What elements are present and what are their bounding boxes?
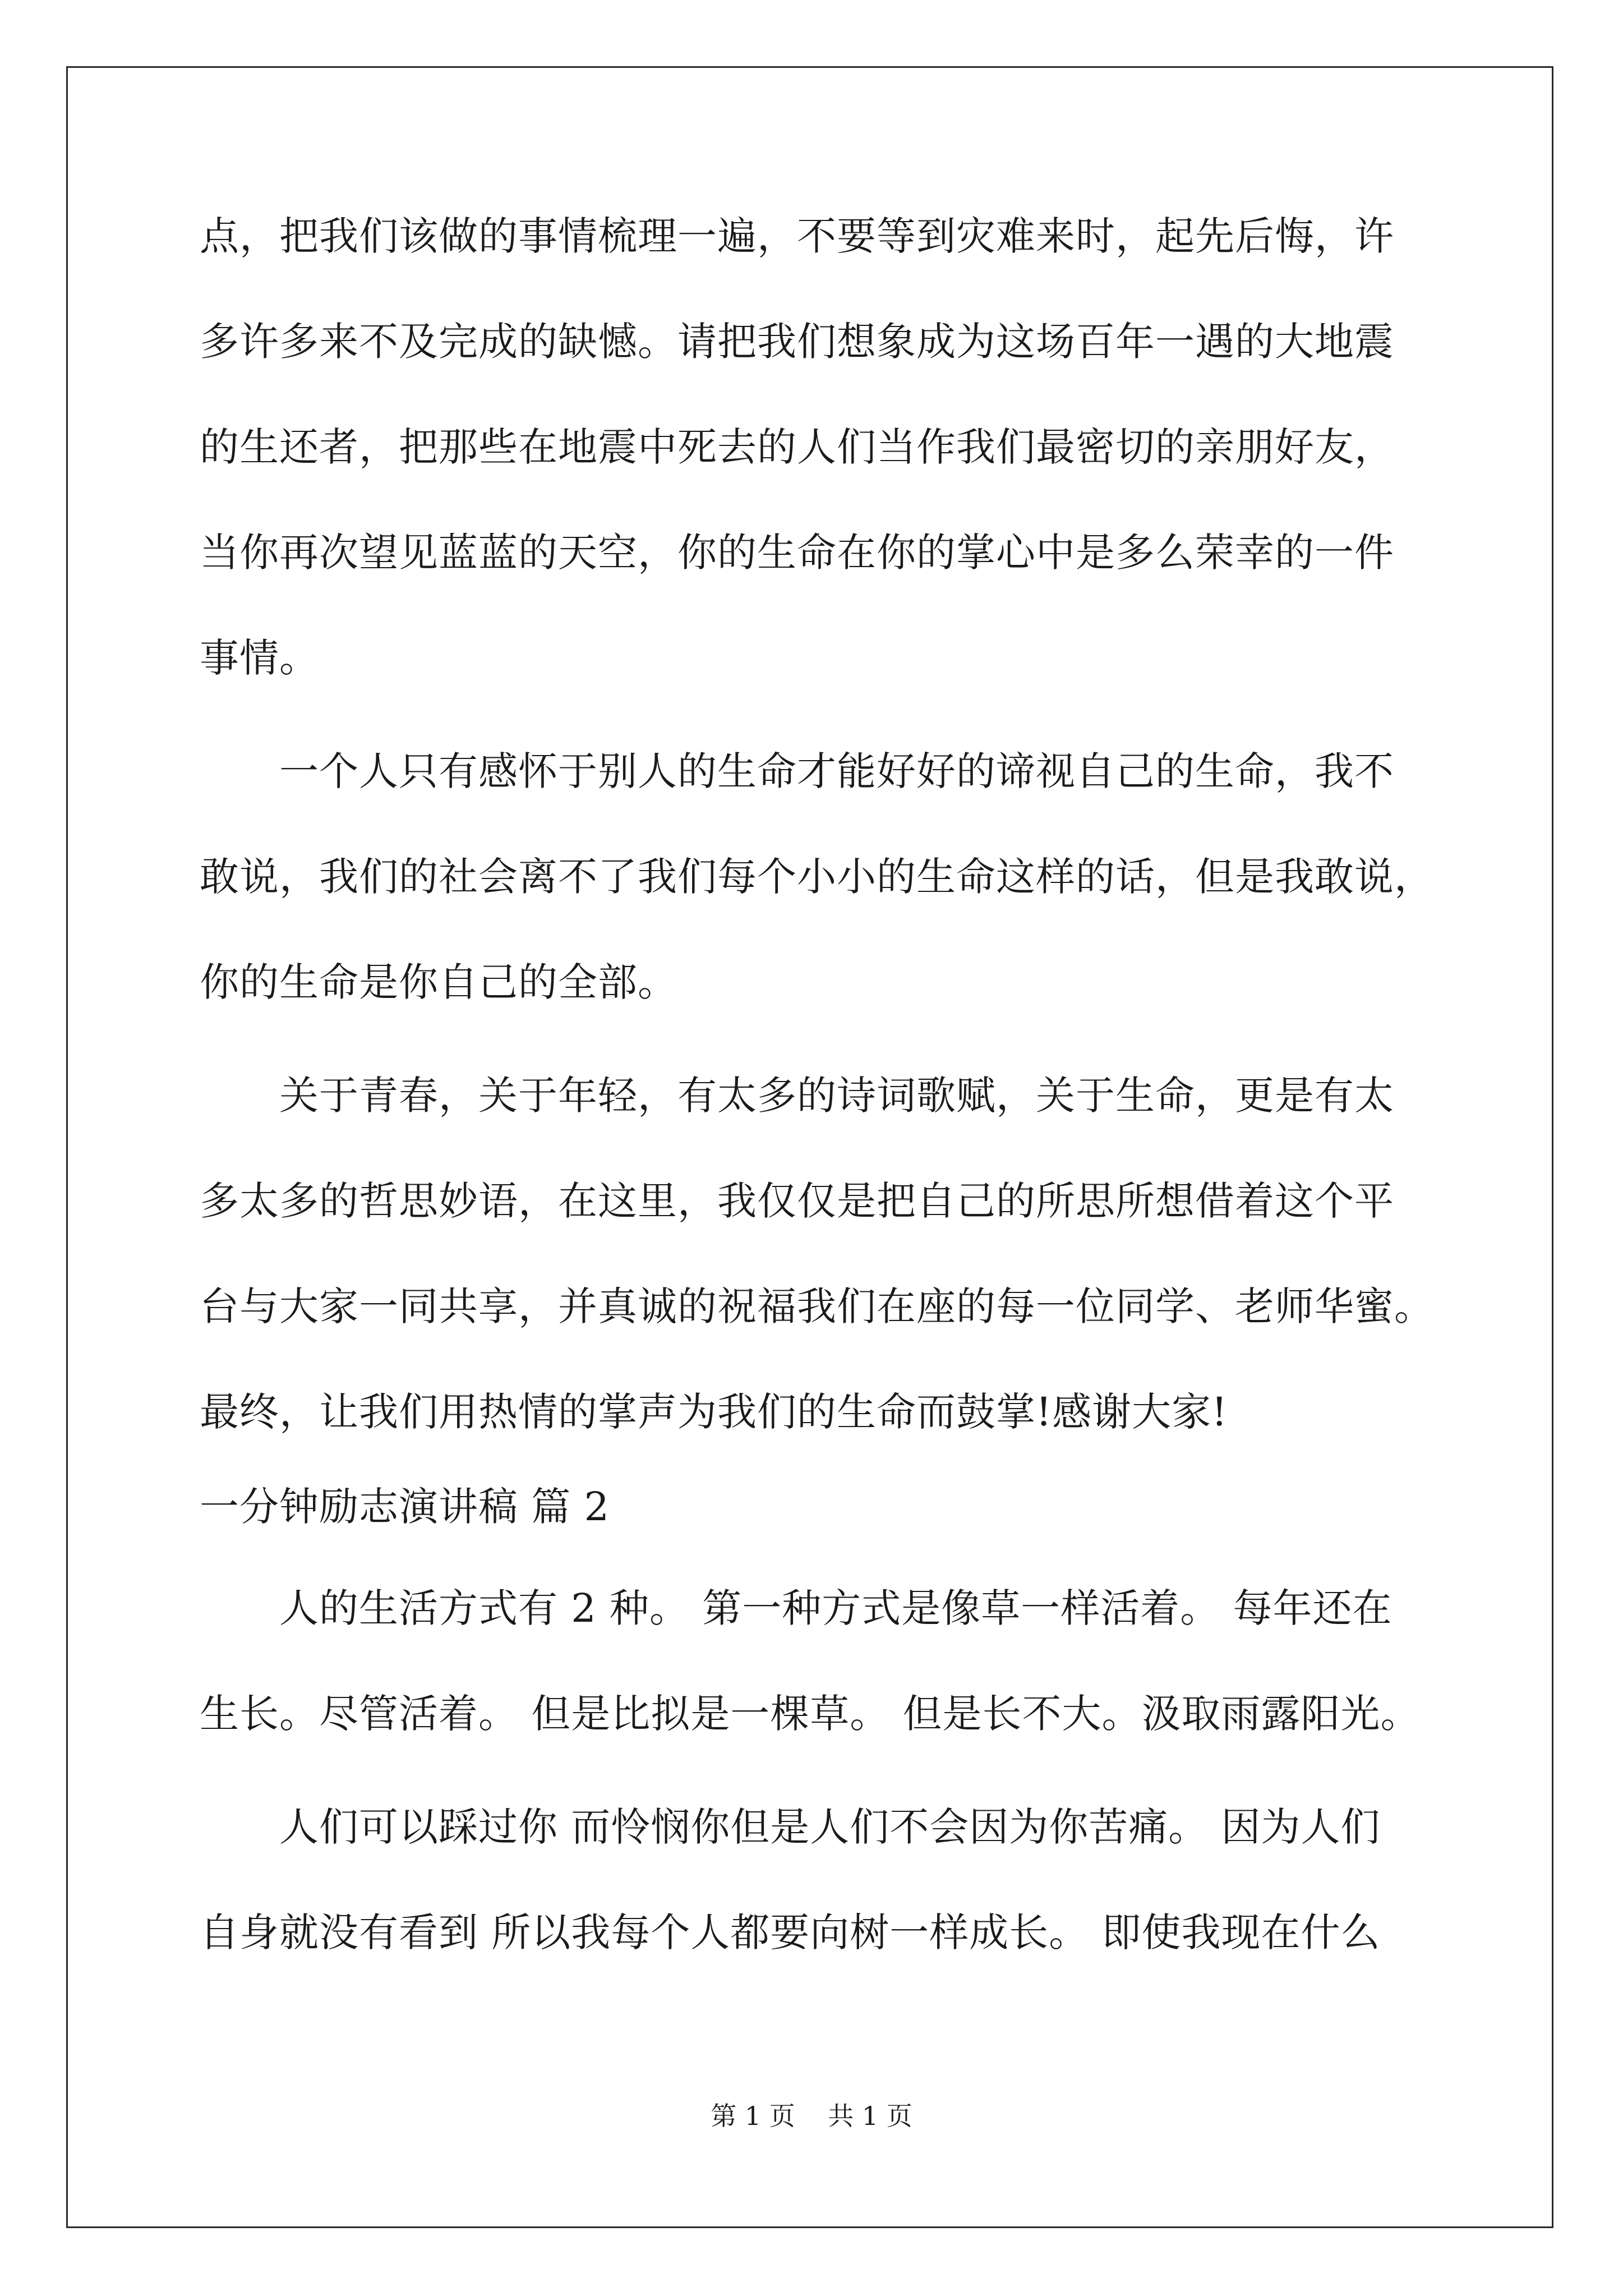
text-line: 多许多来不及完成的缺憾。请把我们想象成为这场百年一遇的大地震 xyxy=(200,319,1394,365)
text-line: 事情。 xyxy=(200,635,319,681)
text-line: 点，把我们该做的事情梳理一遍，不要等到灾难来时，起先后悔，许 xyxy=(200,213,1394,259)
page-footer: 第 1 页 共 1 页 xyxy=(711,2101,912,2131)
text-line: 一个人只有感怀于别人的生命才能好好的谛视自己的生命，我不 xyxy=(279,748,1394,794)
text-line: 台与大家一同共享，并真诚的祝福我们在座的每一位同学、老师华蜜。 xyxy=(200,1283,1434,1329)
text-line: 敢说，我们的社会离不了我们每个小小的生命这样的话，但是我敢说， xyxy=(200,854,1434,900)
text-line: 关于青春，关于年轻，有太多的诗词歌赋，关于生命，更是有太 xyxy=(279,1073,1394,1119)
text-line: 自身就没有看到 所以我每个人都要向树一样成长。 即使我现在什么 xyxy=(200,1910,1381,1955)
text-line: 当你再次望见蓝蓝的天空，你的生命在你的掌心中是多么荣幸的一件 xyxy=(200,530,1394,576)
section-heading: 一分钟励志演讲稿 篇 2 xyxy=(200,1484,610,1530)
text-line: 多太多的哲思妙语，在这里，我仅仅是把自己的所思所想借着这个平 xyxy=(200,1178,1394,1224)
text-line: 人的生活方式有 2 种。 第一种方式是像草一样活着。 每年还在 xyxy=(279,1585,1393,1631)
text-line: 你的生命是你自己的全部。 xyxy=(200,959,677,1005)
text-line: 的生还者，把那些在地震中死去的人们当作我们最密切的亲朋好友， xyxy=(200,424,1394,470)
text-line: 人们可以踩过你 而怜悯你但是人们不会因为你苦痛。 因为人们 xyxy=(279,1804,1381,1850)
page-border xyxy=(66,66,1553,2228)
text-line: 生长。尽管活着。 但是比拟是一棵草。 但是长不大。汲取雨露阳光。 xyxy=(200,1691,1421,1737)
text-line: 最终，让我们用热情的掌声为我们的生命而鼓掌!感谢大家! xyxy=(200,1389,1228,1435)
